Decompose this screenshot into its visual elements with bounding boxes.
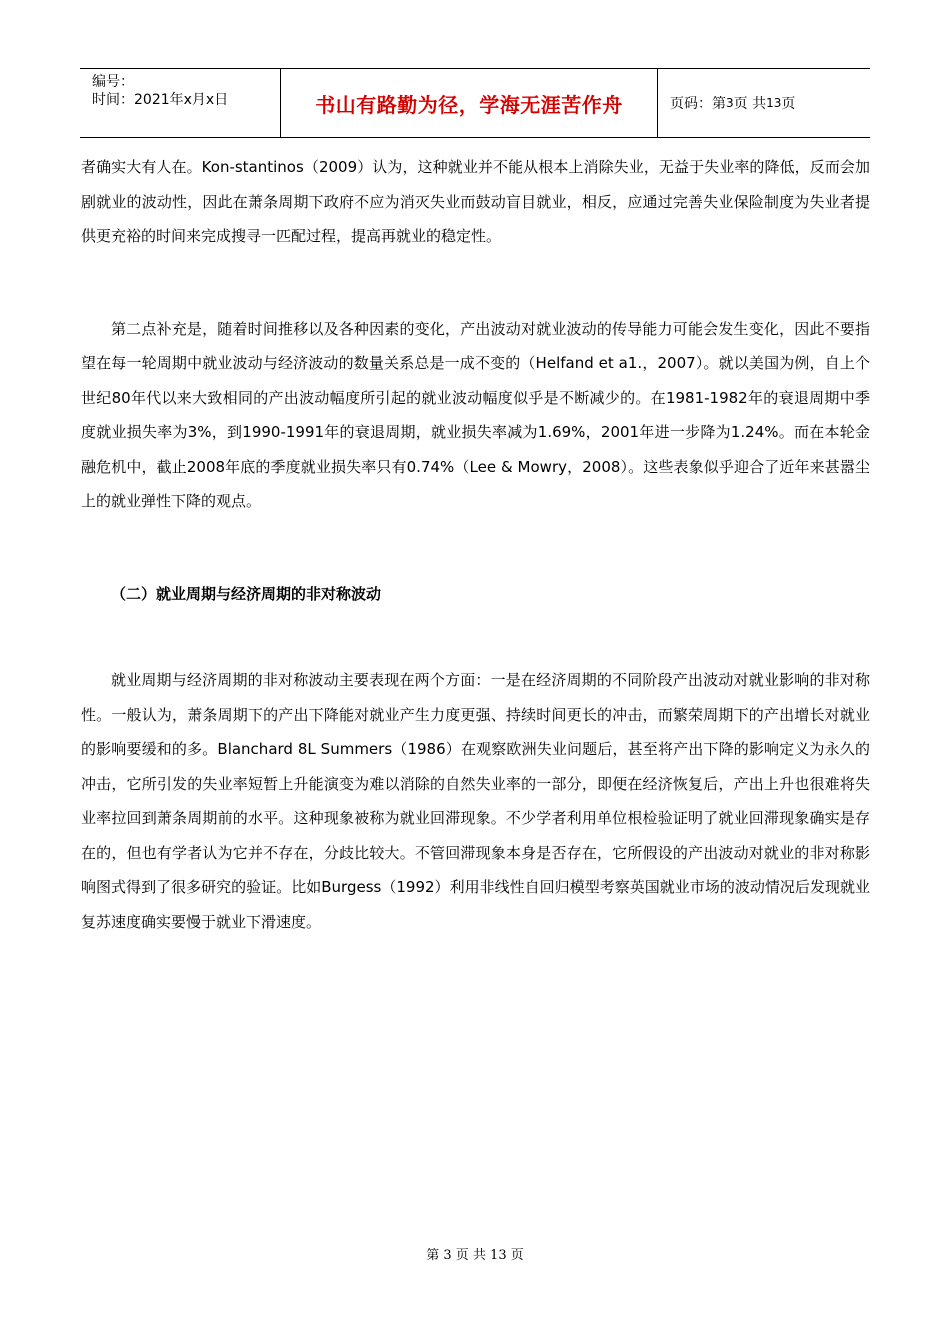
document-number-label: 编号： <box>92 74 134 90</box>
page-label-prefix: 页码：第 <box>670 96 726 112</box>
header-motto: 书山有路勤为径，学海无涯苦作舟 <box>315 92 623 117</box>
page-label-suffix: 页 <box>781 96 796 112</box>
document-header <box>80 68 870 138</box>
paragraph-3: 就业周期与经济周期的非对称波动主要表现在两个方面：一是在经济周期的不同阶段产出波动对就业影响的非对称性。一般认为，萧条周期下的产出下降能对就业产生力度更强、持续时间更长的冲击，而繁荣周期下的产出增长对就业的影响要缓和的多。Blanchard 8L Summers（1986）在观察欧洲失业问题后，甚至将产出下降的影响定义为永久的冲击，它所引发的失业率短暂上升能演变为难以消除的自然失业率的一部分，即便在经济恢复后，产出上升也很难将失业率拉回到萧条周期前的水平。这种现象被称为就业回滞现象。不少学者利用单位根检验证明了就业回滞现象确实是存在的，但也有学者认为它并不存在，分歧比较大。不管回滞现象本身是否存在，它所假设的产出波动对就业的非对称影响图式得到了很多研究的验证。比如Burgess（1992）利用非线性自回归模型考察英国就业市场的波动情况后发现就业复苏速度确实要慢于就业下滑速度。 <box>81 671 870 931</box>
header-motto-cell <box>281 69 658 137</box>
paragraph-1: 者确实大有人在。Kon-stantinos（2009）认为，这种就业并不能从根本上消除失业，无益于失业率的降低，反而会加剧就业的波动性，因此在萧条周期下政府不应为消灭失业而鼓动盲目就业，相反，应通过完善失业保险制度为失业者提供更充裕的时间来完成搜寻一匹配过程，提高再就业的稳定性。 <box>81 158 870 245</box>
document-body <box>81 150 870 939</box>
header-page-cell <box>658 69 870 137</box>
document-time-label: 时间：2021年x月x日 <box>92 92 229 108</box>
page-footer: 第 3 页 共 13 页 <box>426 1248 524 1263</box>
header-meta-cell <box>80 69 281 137</box>
page-current: 3 <box>726 96 734 110</box>
section-subheading: （二）就业周期与经济周期的非对称波动 <box>111 584 382 603</box>
paragraph-2: 第二点补充是，随着时间推移以及各种因素的变化，产出波动对就业波动的传导能力可能会发生变化，因此不要指望在每一轮周期中就业波动与经济波动的数量关系总是一成不变的（Helfand et a1.，2007）。就以美国为例，自上个世纪80年代以来大致相同的产出波动幅度所引起的就业波动幅度似乎是不断减少的。在1981-1982年的衰退周期中季度就业损失率为3%，到1990-1991年的衰退周期，就业损失率减为1.69%，2001年进一步降为1.24%。而在本轮金融危机中，截止2008年底的季度就业损失率只有0.74%（Lee & Mowry，2008）。这些表象似乎迎合了近年来甚嚣尘上的就业弹性下降的观点。 <box>81 319 870 510</box>
page-label-mid: 页 共 <box>733 96 767 112</box>
page-total: 13 <box>766 96 782 110</box>
